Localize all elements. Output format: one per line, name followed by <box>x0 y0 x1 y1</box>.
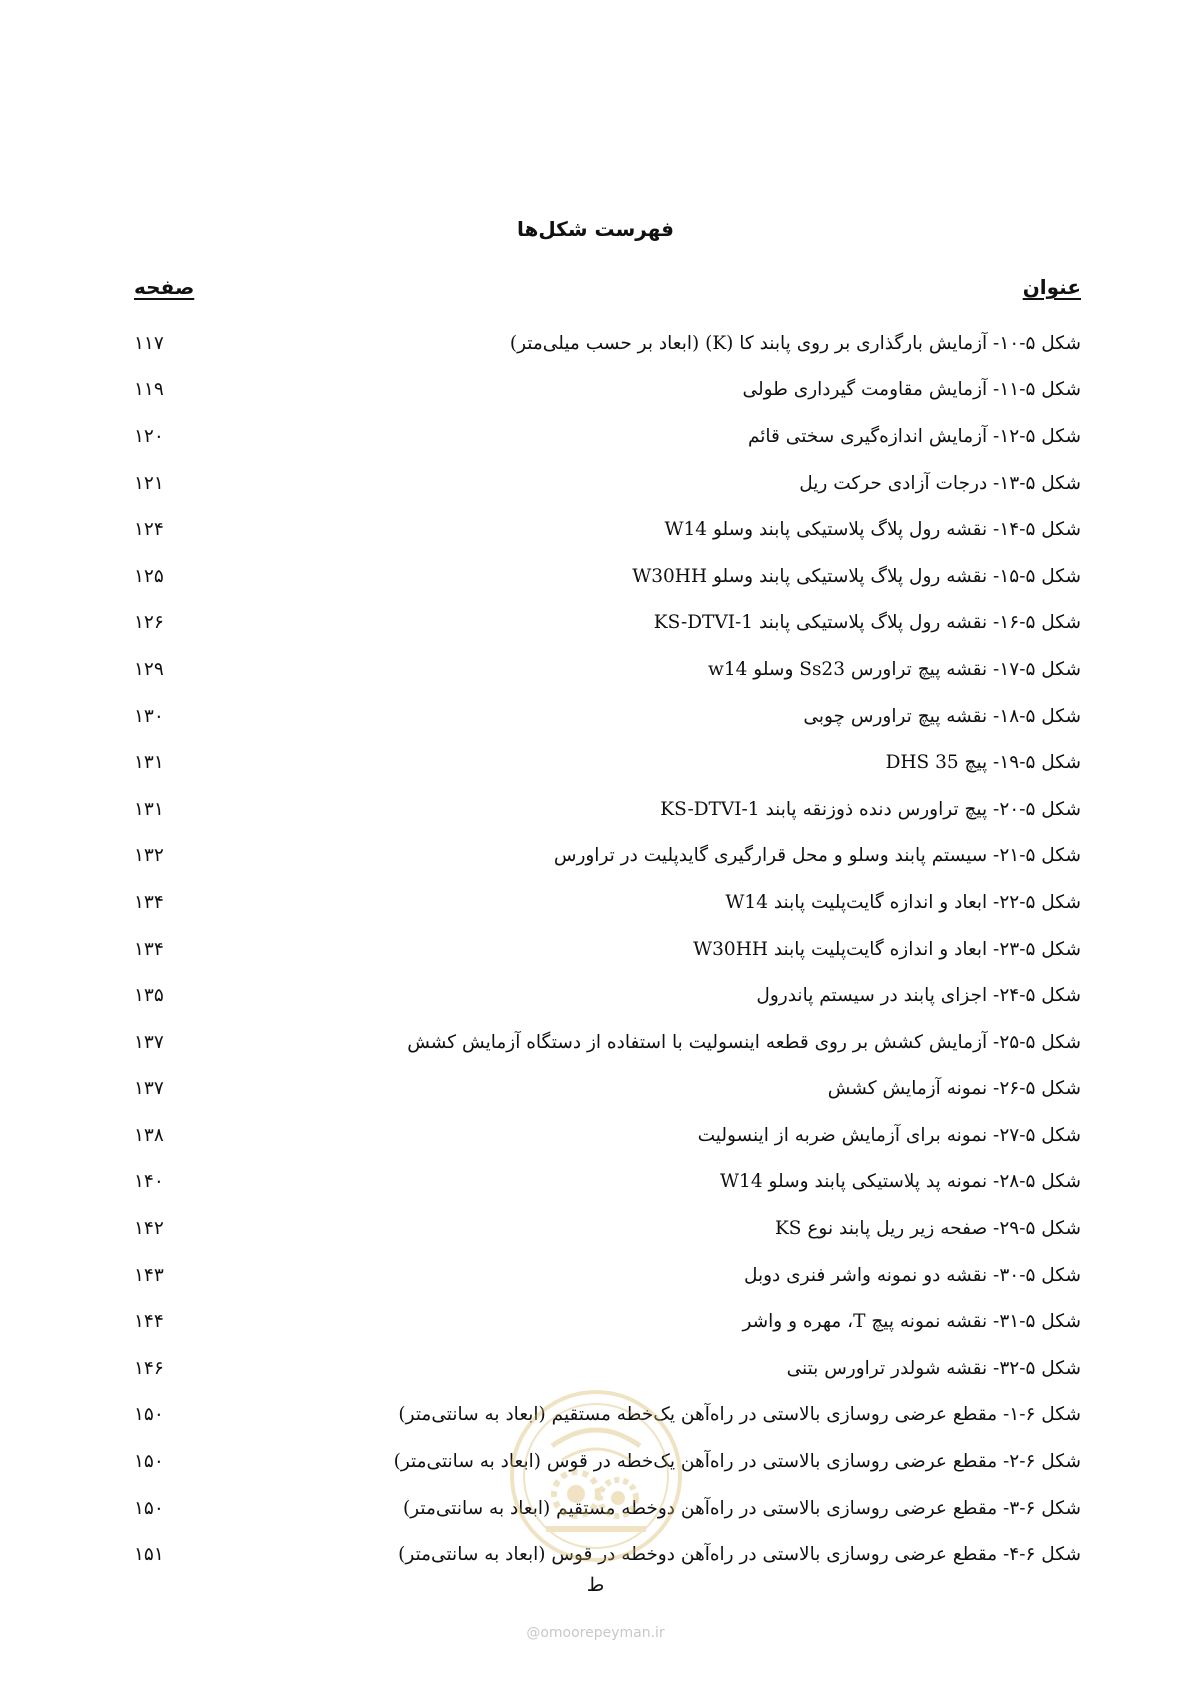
toc-entry-title: شکل ۵-۲۸- نمونه پد پلاستیکی پابند وسلو W14 <box>720 1171 1081 1193</box>
toc-entry <box>134 646 1081 693</box>
toc-entry-title: شکل ۵-۲۰- پیچ تراورس دنده ذوزنقه پابند KS-DTVI-1 <box>660 798 1081 820</box>
toc-entry-title: شکل ۶-۱- مقطع عرضی روسازی بالاستی در راه‌آهن یک‌خطه مستقیم (ابعاد به سانتی‌متر) <box>398 1404 1081 1426</box>
toc-entry-title: شکل ۵-۱۶- نقشه رول پلاگ پلاستیکی پابند KS-DTVI-1 <box>653 612 1081 634</box>
toc-entry <box>134 1019 1081 1066</box>
toc-entry-page: ۱۵۰ <box>134 1451 164 1473</box>
column-header-title: عنوان <box>1022 275 1081 299</box>
toc-entry-title: شکل ۵-۲۳- ابعاد و اندازه گایت‌پلیت پابند W30HH <box>693 938 1081 960</box>
toc-entry-page: ۱۳۱ <box>134 798 164 820</box>
toc-entry-page: ۱۱۹ <box>134 379 164 401</box>
toc-entry <box>134 367 1081 414</box>
toc-entry-title: شکل ۵-۳۰- نقشه دو نمونه واشر فنری دوبل <box>743 1264 1081 1286</box>
toc-entry <box>134 1298 1081 1345</box>
toc-entry-title: شکل ۵-۲۵- آزمایش کشش بر روی قطعه اینسولیت با استفاده از دستگاه آزمایش کشش <box>407 1031 1081 1053</box>
toc-entry <box>134 413 1081 460</box>
toc-entry-page: ۱۳۵ <box>134 985 164 1007</box>
toc-entry <box>134 1485 1081 1532</box>
column-header-page: صفحه <box>134 275 195 299</box>
toc-entry <box>134 1112 1081 1159</box>
toc-entry-page: ۱۳۷ <box>134 1078 164 1100</box>
toc-entry <box>134 553 1081 600</box>
toc-entry <box>134 693 1081 740</box>
toc-entry-page: ۱۵۱ <box>134 1544 164 1566</box>
toc-entry-title: شکل ۵-۱۱- آزمایش مقاومت گیرداری طولی <box>742 379 1081 401</box>
toc-entry-page: ۱۳۷ <box>134 1031 164 1053</box>
toc-entry-page: ۱۱۷ <box>134 332 164 354</box>
toc-entry <box>134 879 1081 926</box>
toc-entry-title: شکل ۵-۱۹- پیچ DHS 35 <box>885 752 1081 774</box>
toc-entry-title: شکل ۵-۳۱- نقشه نمونه پیچ T، مهره و واشر <box>742 1311 1081 1333</box>
toc-entry <box>134 1252 1081 1299</box>
toc-entry-title: شکل ۵-۲۷- نمونه برای آزمایش ضربه از اینسولیت <box>697 1124 1081 1146</box>
toc-entry-page: ۱۲۵ <box>134 565 164 587</box>
toc-entry <box>134 1438 1081 1485</box>
toc-entry-title: شکل ۵-۱۰- آزمایش بارگذاری بر روی پابند کا (K) (ابعاد بر حسب میلی‌متر) <box>509 332 1081 354</box>
toc-entry-title: شکل ۶-۴- مقطع عرضی روسازی بالاستی در راه‌آهن دوخطه در قوس (ابعاد به سانتی‌متر) <box>398 1544 1081 1566</box>
watermark-url: @omoorepeyman.ir <box>526 1625 665 1641</box>
toc-entry-page: ۱۳۱ <box>134 752 164 774</box>
toc-entry <box>134 1066 1081 1113</box>
toc-entry <box>134 320 1081 367</box>
toc-entry-title: شکل ۵-۱۳- درجات آزادی حرکت ریل <box>799 472 1081 494</box>
toc-entry <box>134 600 1081 647</box>
toc-entry-title: شکل ۵-۳۲- نقشه شولدر تراورس بتنی <box>786 1357 1081 1379</box>
toc-entry <box>134 786 1081 833</box>
toc-entry-page: ۱۳۴ <box>134 938 164 960</box>
toc-entry-title: شکل ۵-۲۱- سیستم پابند وسلو و محل قرارگیری گایدپلیت در تراورس <box>553 845 1081 867</box>
toc-entry-title: شکل ۵-۱۴- نقشه رول پلاگ پلاستیکی پابند وسلو W14 <box>664 519 1081 541</box>
page-number-letter: ط <box>586 1574 605 1596</box>
toc-entry <box>134 1531 1081 1578</box>
toc-entry-page: ۱۴۶ <box>134 1357 164 1379</box>
toc-entry-title: شکل ۵-۲۲- ابعاد و اندازه گایت‌پلیت پابند W14 <box>725 891 1081 913</box>
toc-entry-page: ۱۵۰ <box>134 1497 164 1519</box>
toc-entry-page: ۱۳۸ <box>134 1124 164 1146</box>
toc-entry-page: ۱۲۹ <box>134 658 164 680</box>
toc-entry-title: شکل ۶-۲- مقطع عرضی روسازی بالاستی در راه‌آهن یک‌خطه در قوس (ابعاد به سانتی‌متر) <box>393 1451 1081 1473</box>
toc-entry-page: ۱۳۲ <box>134 845 164 867</box>
toc-entry-title: شکل ۵-۱۲- آزمایش اندازه‌گیری سختی قائم <box>747 425 1081 447</box>
toc-entry <box>134 460 1081 507</box>
toc-entry-title: شکل ۵-۱۸- نقشه پیچ تراورس چوبی <box>803 705 1081 727</box>
toc-entry-title: شکل ۵-۲۶- نمونه آزمایش کشش <box>827 1078 1081 1100</box>
toc-entry <box>134 739 1081 786</box>
toc-entry <box>134 1345 1081 1392</box>
toc-entry-page: ۱۵۰ <box>134 1404 164 1426</box>
toc-entry-page: ۱۴۰ <box>134 1171 164 1193</box>
toc-entry-page: ۱۳۰ <box>134 705 164 727</box>
toc-entry-title: شکل ۵-۲۴- اجزای پابند در سیستم پاندرول <box>756 985 1081 1007</box>
toc-entry-title: شکل ۶-۳- مقطع عرضی روسازی بالاستی در راه‌آهن دوخطه مستقیم (ابعاد به سانتی‌متر) <box>402 1497 1081 1519</box>
toc-entry-page: ۱۲۴ <box>134 519 164 541</box>
toc-entry-title: شکل ۵-۲۹- صفحه زیر ریل پابند نوع KS <box>774 1218 1081 1240</box>
toc-entry-title: شکل ۵-۱۵- نقشه رول پلاگ پلاستیکی پابند وسلو W30HH <box>632 565 1081 587</box>
toc-entry-page: ۱۲۶ <box>134 612 164 634</box>
toc-entry <box>134 1159 1081 1206</box>
toc-entry <box>134 506 1081 553</box>
toc-entry <box>134 1392 1081 1439</box>
page-title: فهرست شکل‌ها <box>516 217 675 241</box>
toc-entry-page: ۱۴۳ <box>134 1264 164 1286</box>
toc-entry-page: ۱۴۲ <box>134 1218 164 1240</box>
toc-entry <box>134 926 1081 973</box>
toc-entry <box>134 1205 1081 1252</box>
toc-entry-page: ۱۲۱ <box>134 472 164 494</box>
toc-entry-page: ۱۳۴ <box>134 891 164 913</box>
toc-entry <box>134 972 1081 1019</box>
toc-entry <box>134 833 1081 880</box>
toc-entry-page: ۱۴۴ <box>134 1311 164 1333</box>
toc-entry-title: شکل ۵-۱۷- نقشه پیچ تراورس Ss23 وسلو w14 <box>707 658 1081 680</box>
toc-entry-page: ۱۲۰ <box>134 425 164 447</box>
figure-list <box>134 320 1081 1578</box>
